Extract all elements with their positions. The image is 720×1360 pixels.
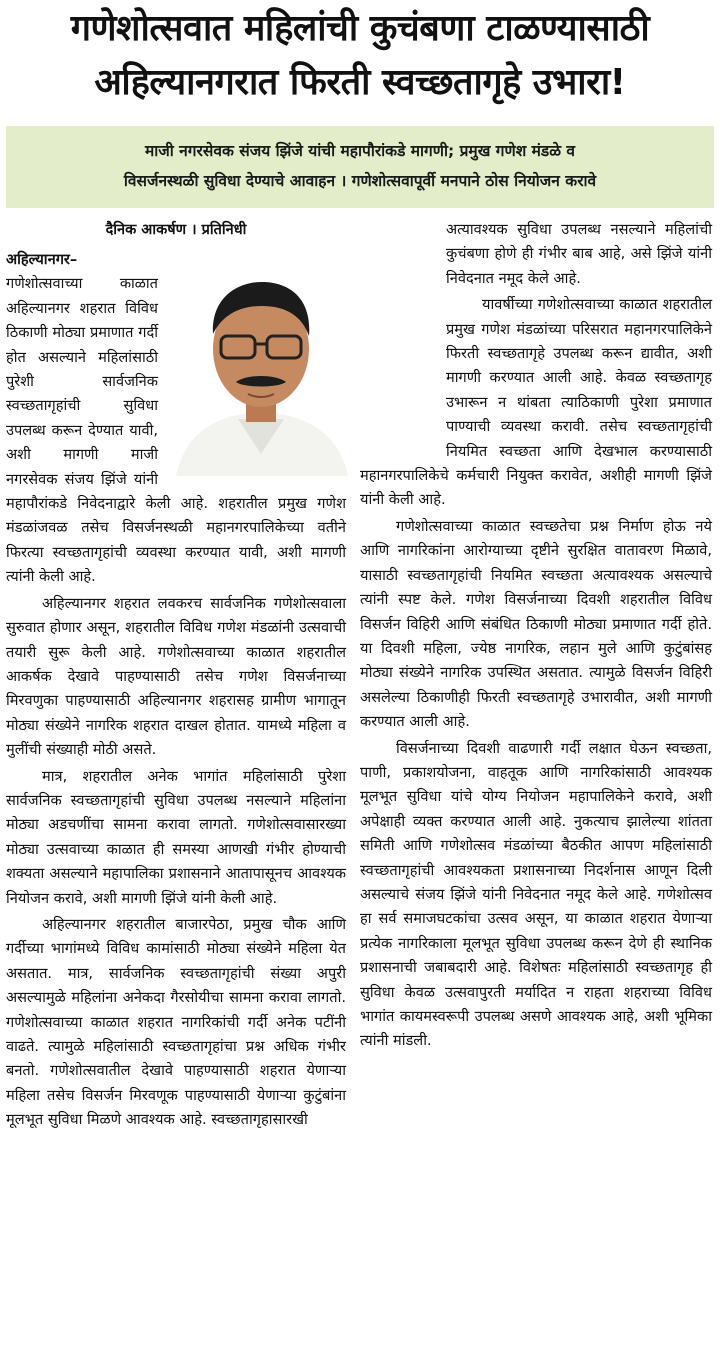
paragraph-2: अहिल्यानगर शहरात लवकरच सार्वजनिक गणेशोत्सवाला सुरुवात होणार असून, शहरातील विविध गणेश मंडळांनी उत्सवाची तयारी सुरू केली आहे. गणेशोत्सवाच्या काळात शहरातील आकर्षक देखावे पाहण्यासाठी तसेच गणेश विसर्जनाच्या मिरवणुका पाहण्यासाठी अहिल्यानगर शहरासह ग्रामीण भागातून मोठ्या संख्येने नागरिक शहरात दाखल होतात. यामध्ये महिला व मुलींची संख्याही मोठी असते. [6,594,346,759]
byline: दैनिक आकर्षण । प्रतिनिधी [105,222,247,238]
headline-line-2: अहिल्यानगरात फिरती स्वच्छतागृहे उभारा! [94,62,626,103]
right-column [360,218,712,1056]
photo-overlap-space [346,224,440,446]
paragraph-5: अत्यावश्यक सुविधा उपलब्ध नसल्याने महिलांची कुचंबणा होणे ही गंभीर बाब आहे, असे झिंजे यांनी निवेदनात नमूद केले आहे. [446,221,712,287]
paragraph-6: यावर्षीच्या गणेशोत्सवाच्या काळात शहरातील प्रमुख गणेश मंडळांच्या परिसरात महानगरपालिकेने फिरती स्वच्छतागृहे उपलब्ध करून द्यावीत, अशी मागणी करण्यात आली आहे. केवळ स्वच्छतागृह उभारून न थांबता त्याठिकाणी पुरेशा प्रमाणात पाण्याची व्यवस्था करावी. तसेच स्वच्छतागृहांची नियमित स्वच्छता आणि देखभाल करण्यासाठी महानगरपालिकेचे कर्मचारी नियुक्त करावेत, अशीही मागणी झिंजे यांनी केली आहे. [360,296,712,509]
paragraph-8: विसर्जनाच्या दिवशी वाढणारी गर्दी लक्षात घेऊन स्वच्छता, पाणी, प्रकाशयोजना, वाहतूक आणि नागरिकांसाठी आवश्यक मूलभूत सुविधा यांचे योग्य नियोजन महापालिकेने करावे, अशी अपेक्षाही व्यक्त करण्यात आली आहे. नुकत्याच झालेल्या शांतता समिती आणि गणेशोत्सव मंडळांच्या बैठकीत आपण महिलांसाठी स्वच्छतागृहांची आवश्यकता प्रशासनाच्या निदर्शनास आणून दिली असल्याचे संजय झिंजे यांनी निवेदनात नमूद केले आहे. गणेशोत्सव हा सर्व समाजघटकांचा उत्सव असून, या काळात शहरात येणाऱ्या प्रत्येक नागरिकाला मूलभूत सुविधा उपलब्ध करून देणे ही स्थानिक प्रशासनाची जबाबदारी आहे. विशेषतः महिलांसाठी स्वच्छतागृह ही सुविधा केवळ उत्सवापुरती मर्यादित न राहता शहराच्या विविध भागांत कायमस्वरूपी उपलब्ध असणे आवश्यक आहे, अशी भूमिका त्यांनी मांडली. [360,739,712,1050]
subheadline-line-2: विसर्जनस्थळी सुविधा देण्याचे आवाहन । गणेशोत्सवापूर्वी मनपाने ठोस नियोजन करावे [123,172,597,190]
paragraph-7: गणेशोत्सवाच्या काळात स्वच्छतेचा प्रश्न निर्माण होऊ नये आणि नागरिकांना आरोग्याच्या दृष्टीने सुरक्षित वातावरण मिळावे, यासाठी स्वच्छतागृहांची नियमित स्वच्छता अत्यावश्यक असल्याचे त्यांनी स्पष्ट केले. गणेश विसर्जनाच्या दिवशी शहरातील विविध विसर्जन विहिरी आणि संबंधित ठिकाणी मोठ्या प्रमाणात गर्दी होते. या दिवशी महिला, ज्येष्ठ नागरिक, लहान मुले आणि कुटुंबांसह मोठ्या संख्येने नागरिक उपस्थित असतात. त्यामुळे विसर्जन विहिरी असलेल्या ठिकाणीही फिरती स्वच्छतागृहे उभारावीत, अशी मागणी करण्यात आली आहे. [360,517,712,731]
subheadline-box [6,126,714,208]
left-column [6,218,346,1135]
portrait-photo [166,254,356,476]
subheadline-line-1: माजी नगरसेवक संजय झिंजे यांची महापौरांकडे मागणी; प्रमुख गणेश मंडळे व [144,142,575,160]
paragraph-3: मात्र, शहरातील अनेक भागांत महिलांसाठी पुरेशा सार्वजनिक स्वच्छतागृहांची सुविधा उपलब्ध नसल्याने महिलांना मोठ्या अडचणींचा सामना करावा लागतो. गणेशोत्सवासारख्या मोठ्या उत्सवाच्या काळात ही समस्या आणखी गंभीर होण्याची शक्यता असल्याने महापालिका प्रशासनाने आतापासूनच आवश्यक नियोजन करावे, अशी मागणी झिंजे यांनी केली आहे. [6,767,346,907]
headline [0,0,720,112]
dateline-place: अहिल्यानगर– [6,251,78,268]
headline-line-1: गणेशोत्सवात महिलांची कुचंबणा टाळण्यासाठी [70,8,650,49]
paragraph-1: अहिल्यानगर– गणेशोत्सवाच्या काळात अहिल्यानगर शहरात विविध ठिकाणी मोठ्या प्रमाणात गर्दी होत असल्याने महिलांसाठी पुरेशी सार्वजनिक स्वच्छतागृहांची सुविधा उपलब्ध करून देण्यात यावी, अशी मागणी माजी नगरसेवक संजय झिंजे यांनी महापौरांकडे निवेदनाद्वारे केली आहे. शहरातील प्रमुख गणेश मंडळांजवळ तसेच विसर्जनस्थळी महानगरपालिकेच्या वतीने फिरत्या स्वच्छतागृहांची व्यवस्था करण्यात यावी, अशी मागणी त्यांनी केली आहे. [6,251,346,586]
paragraph-4: अहिल्यानगर शहरातील बाजारपेठा, प्रमुख चौक आणि गर्दीच्या भागांमध्ये विविध कामांसाठी मोठ्या संख्येने महिला येत असतात. मात्र, सार्वजनिक स्वच्छतागृहांची संख्या अपुरी असल्यामुळे महिलांना अनेकदा गैरसोयीचा सामना करावा लागतो. गणेशोत्सवाच्या काळात शहरात नागरिकांची गर्दी अनेक पटींनी वाढते. त्यामुळे महिलांसाठी स्वच्छतागृहांचा प्रश्न अधिक गंभीर बनतो. गणेशोत्सवातील देखावे पाहण्यासाठी शहरात येणाऱ्या महिला तसेच विसर्जन मिरवणूक पाहण्यासाठी येणाऱ्या कुटुंबांना मूलभूत सुविधा मिळणे आवश्यक आहे. स्वच्छतागृहासारखी [6,915,346,1129]
